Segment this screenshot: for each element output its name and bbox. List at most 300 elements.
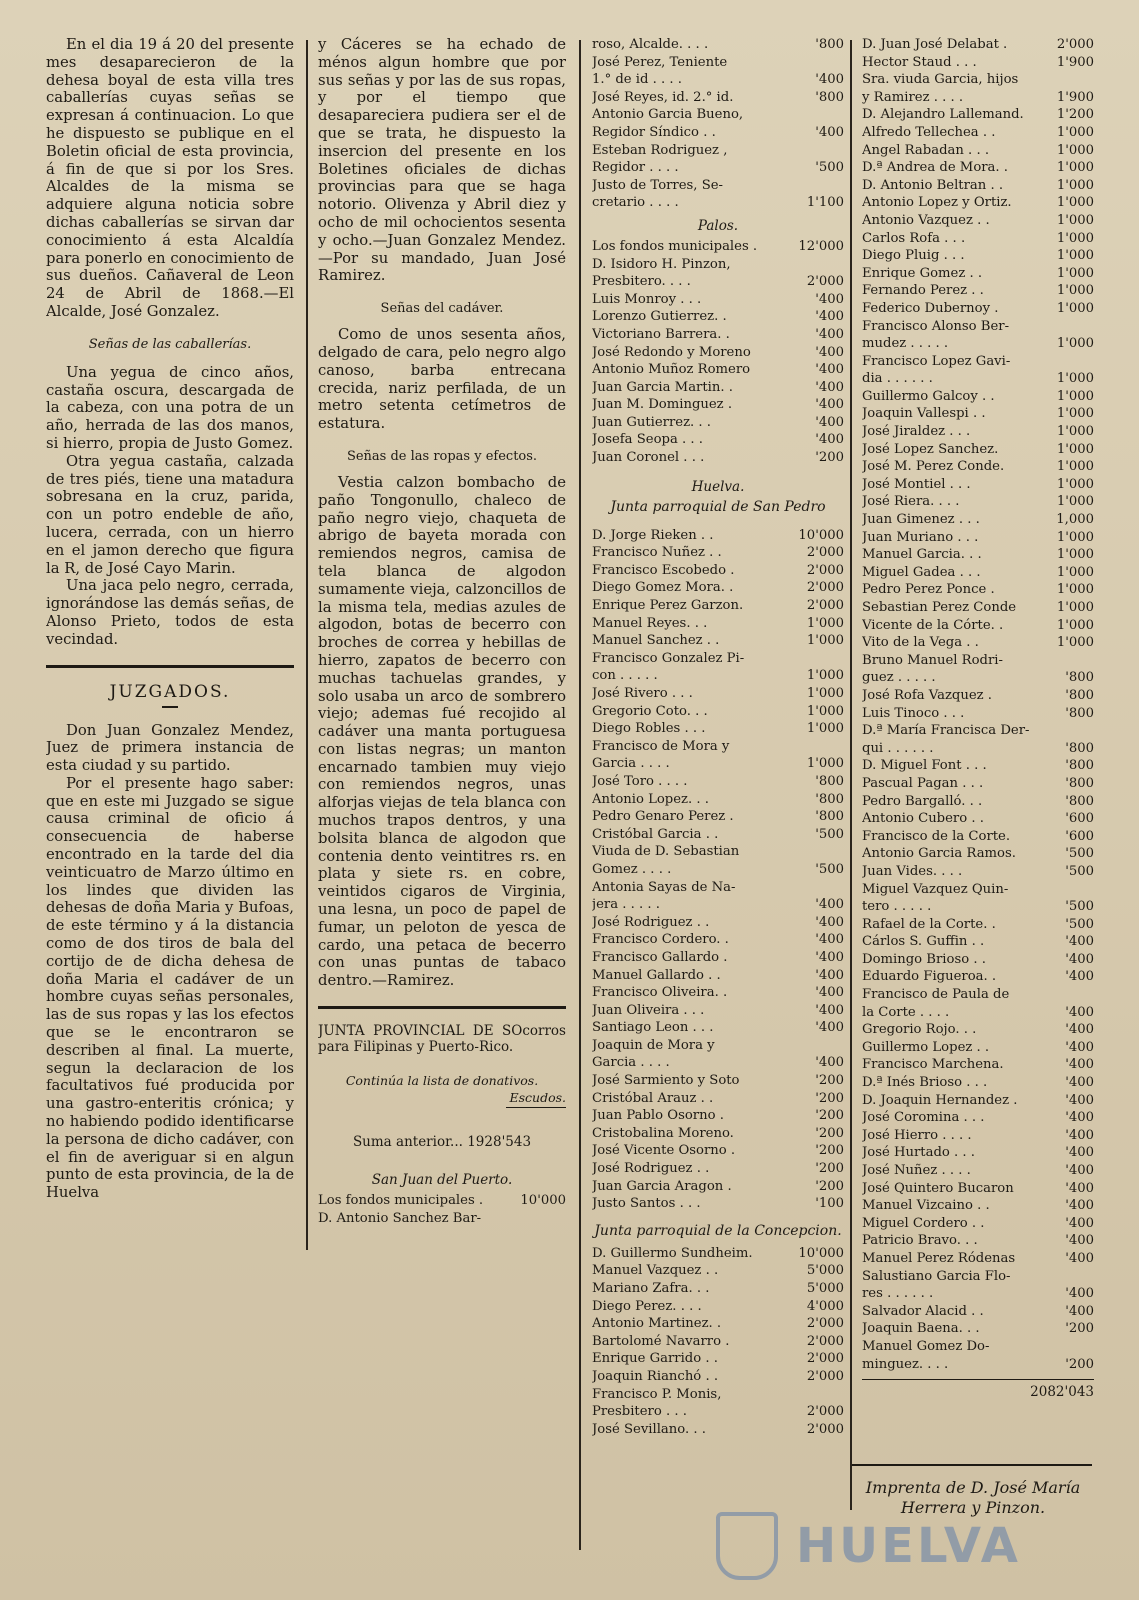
donor-row xyxy=(592,124,844,142)
donor-name: José Lopez Sanchez. xyxy=(862,441,999,457)
donor-amount: '400 xyxy=(1065,1145,1094,1161)
donor-amount: '800 xyxy=(1065,687,1094,703)
donor-name: Pedro Genaro Perez . xyxy=(592,809,734,825)
donor-amount: 1'000 xyxy=(1056,529,1094,545)
donor-row xyxy=(862,388,1094,406)
donor-amount: 1'900 xyxy=(1056,54,1094,70)
donor-name: José Sarmiento y Soto xyxy=(592,1073,740,1089)
donor-row xyxy=(862,986,1094,1004)
donor-amount: 5'000 xyxy=(806,1263,844,1279)
donor-amount: '400 xyxy=(815,124,844,140)
donor-row xyxy=(592,826,844,844)
horse-description: Otra yegua castaña, calzada de tres piés, tiene una matadura sobresana en la cruz, parida, con un potro endeble de año, lucera, cerrada, con un hierro en el jamon derecho que figura la R, de José Cayo Marin. xyxy=(46,452,294,577)
donor-name: qui . . . . . . xyxy=(862,740,934,756)
judge-intro: Don Juan Gonzalez Mendez, Juez de primera instancia de esta ciudad y su partido. xyxy=(46,721,294,775)
donor-name: D.ª María Francisca Der- xyxy=(862,723,1030,739)
donor-name: res . . . . . . xyxy=(862,1286,934,1302)
donor-amount: 1'000 xyxy=(1056,248,1094,264)
donor-name: José Montiel . . . xyxy=(862,476,971,492)
donor-name: Presbitero . . . xyxy=(592,1404,687,1420)
donor-amount: '800 xyxy=(1065,775,1094,791)
donor-row xyxy=(862,1092,1094,1110)
donor-row xyxy=(862,898,1094,916)
donor-name: Lorenzo Gutierrez. . xyxy=(592,309,727,325)
donor-row xyxy=(592,755,844,773)
donor-name: Francisco Lopez Gavi- xyxy=(862,353,1011,369)
donor-amount: '400 xyxy=(815,1020,844,1036)
donor-name: Juan Gutierrez. . . xyxy=(592,414,711,430)
donor-row xyxy=(862,212,1094,230)
donor-row xyxy=(862,230,1094,248)
donor-name: Francisco de Mora y xyxy=(592,738,730,754)
donor-amount: 1'200 xyxy=(1056,107,1094,123)
donor-name: Juan Pablo Osorno . xyxy=(592,1108,724,1124)
donor-row xyxy=(862,441,1094,459)
donor-row xyxy=(592,738,844,756)
clothes-heading: Señas de las ropas y efectos. xyxy=(346,448,538,464)
donor-row xyxy=(592,308,844,326)
donor-amount: 10'000 xyxy=(798,527,844,543)
column-rule xyxy=(850,40,852,1510)
donor-name: Gregorio Coto. . . xyxy=(592,703,708,719)
donor-amount: '200 xyxy=(1065,1356,1094,1372)
donor-name: roso, Alcalde. . . . xyxy=(592,37,709,52)
donor-amount: 1'000 xyxy=(806,703,844,719)
donor-name: D. Jorge Rieken . . xyxy=(592,527,714,543)
donor-name: cretario . . . . xyxy=(592,195,679,211)
donor-name: José Jiraldez . . . xyxy=(862,424,971,440)
donor-name: Sebastian Perez Conde xyxy=(862,600,1017,615)
donor-row xyxy=(592,1195,844,1213)
donor-amount: '800 xyxy=(1065,670,1094,686)
donor-row xyxy=(592,1019,844,1037)
donor-name: Francisco Oliveira. . xyxy=(592,985,728,1001)
donor-amount: '500 xyxy=(815,826,844,842)
donor-name: Pedro Perez Ponce . xyxy=(862,582,995,598)
donor-row xyxy=(862,793,1094,811)
donor-name: minguez. . . . xyxy=(862,1356,949,1372)
donor-name: Salustiano Garcia Flo- xyxy=(862,1268,1011,1284)
donor-row xyxy=(862,1320,1094,1338)
donor-amount: '400 xyxy=(1065,1004,1094,1020)
donor-amount: '500 xyxy=(1065,899,1094,915)
donor-name: Esteban Rodriguez , xyxy=(592,142,728,158)
donor-name: Regidor . . . . xyxy=(592,160,679,176)
donor-row xyxy=(592,1386,844,1404)
escudos-label: Escudos. xyxy=(509,1090,566,1106)
junta-heading: Junta parroquial de la Concepcion. xyxy=(594,1222,842,1239)
donor-amount: '400 xyxy=(1065,1039,1094,1055)
donor-name: Justo de Torres, Se- xyxy=(592,177,723,193)
donor-row xyxy=(592,1037,844,1055)
donor-row xyxy=(862,318,1094,336)
donor-row xyxy=(592,326,844,344)
donor-amount: 1'000 xyxy=(1056,406,1094,422)
donor-amount: 1'000 xyxy=(1056,300,1094,316)
donor-row xyxy=(592,1403,844,1421)
section-divider xyxy=(318,1006,566,1009)
donor-name: Antonio Vazquez . . xyxy=(862,212,990,228)
donor-amount: 1'000 xyxy=(1056,371,1094,387)
donor-row xyxy=(592,896,844,914)
donor-name: Mariano Zafra. . . xyxy=(592,1281,710,1296)
donor-row xyxy=(862,1021,1094,1039)
donor-row xyxy=(862,159,1094,177)
donor-name: Francisco P. Monis, xyxy=(592,1386,722,1402)
donor-amount: 1'000 xyxy=(1056,160,1094,176)
donor-row xyxy=(592,773,844,791)
donor-name: Antonio Lopez y Ortiz. xyxy=(862,195,1012,211)
donor-name: Juan Muriano . . . xyxy=(862,529,979,545)
donor-row xyxy=(592,667,844,685)
donor-name: Juan Vides. . . . xyxy=(862,863,963,879)
donor-name: la Corte . . . . xyxy=(862,1004,950,1020)
donor-row xyxy=(862,1004,1094,1022)
donor-amount: 10'000 xyxy=(798,1245,844,1261)
donor-amount: 1'000 xyxy=(1056,283,1094,299)
donor-row xyxy=(592,967,844,985)
donor-name: Domingo Brioso . . xyxy=(862,951,986,967)
donor-amount: '100 xyxy=(815,1196,844,1212)
donor-name: Diego Pluig . . . xyxy=(862,248,965,264)
donor-row xyxy=(592,396,844,414)
donor-row xyxy=(592,1245,844,1263)
donor-row xyxy=(862,511,1094,529)
donor-name: D. Juan José Delabat . xyxy=(862,37,1008,52)
donor-row xyxy=(862,370,1094,388)
donor-amount: '400 xyxy=(815,414,844,430)
section-divider xyxy=(46,665,294,668)
donor-row xyxy=(862,89,1094,107)
donor-name: D. Isidoro H. Pinzon, xyxy=(592,256,731,272)
donor-amount: '400 xyxy=(1065,1303,1094,1319)
donor-amount: '200 xyxy=(815,450,844,466)
donor-row xyxy=(862,863,1094,881)
donor-row xyxy=(862,1109,1094,1127)
donor-row xyxy=(862,546,1094,564)
donor-name: Cristóbal Arauz . . xyxy=(592,1090,714,1106)
donor-name: Miguel Gadea . . . xyxy=(862,564,981,580)
donor-name: Santiago Leon . . . xyxy=(592,1020,714,1036)
footer-rule xyxy=(852,1464,1092,1466)
donor-name: Diego Perez. . . . xyxy=(592,1298,702,1314)
donor-row xyxy=(592,1350,844,1368)
donor-amount: '200 xyxy=(815,1143,844,1159)
donor-name: Diego Gomez Mora. . xyxy=(592,580,734,596)
lost-horses-notice: En el dia 19 á 20 del presente mes desaparecieron de la dehesa boyal de esta villa tres caballerías cuyas señas se expresan á continuacion. Lo que he dispuesto se publique en el Boletin oficial de esta provincia, á fin de que si por los Sres. Alcaldes de la misma se adquiere alguna noticia sobre dichas caballerías se sirvan dar conocimiento á esta Alcaldía para ponerlo en conocimiento de sus dueños. Cañaveral de Leon 24 de Abril de 1868.—El Alcalde, José Gonzalez. xyxy=(46,36,294,320)
junta-heading: Junta parroquial de San Pedro xyxy=(610,498,826,515)
donor-row xyxy=(318,1192,566,1210)
donor-name: Miguel Vazquez Quin- xyxy=(862,881,1009,897)
horse-description: Una jaca pelo negro, cerrada, ignorándose las demás señas, de Alonso Prieto, todos de esta vecindad. xyxy=(46,577,294,648)
donor-amount: 1'000 xyxy=(1056,124,1094,140)
donor-row xyxy=(592,843,844,861)
donor-name: José Redondo y Moreno xyxy=(592,344,751,360)
column-rule xyxy=(579,40,581,1550)
donor-row xyxy=(592,808,844,826)
donor-row xyxy=(862,740,1094,758)
donor-name: Federico Dubernoy . xyxy=(862,300,999,316)
donor-amount: '400 xyxy=(815,1002,844,1018)
donor-name: José Quintero Bucaron xyxy=(862,1180,1014,1196)
donor-row xyxy=(592,256,844,274)
donor-name: Pascual Pagan . . . xyxy=(862,775,984,791)
donor-amount: 1'000 xyxy=(1056,617,1094,633)
donor-name: Francisco Nuñez . . xyxy=(592,545,722,561)
donor-name: D. Guillermo Sundheim. xyxy=(592,1245,753,1261)
donor-row xyxy=(862,1074,1094,1092)
donor-name: Hector Staud . . . xyxy=(862,54,977,70)
donor-row xyxy=(862,458,1094,476)
donor-amount: '500 xyxy=(1065,863,1094,879)
donor-row xyxy=(592,562,844,580)
donor-row xyxy=(862,335,1094,353)
donor-name: D. Joaquin Hernandez . xyxy=(862,1092,1018,1108)
donor-amount: '400 xyxy=(815,344,844,360)
donor-list xyxy=(592,527,844,1213)
donor-name: Manuel Reyes. . . xyxy=(592,615,708,631)
donor-name: D. Antonio Beltran . . xyxy=(862,177,1004,193)
donor-amount: 1'900 xyxy=(1056,89,1094,105)
donor-row xyxy=(862,177,1094,195)
donor-name: Victoriano Barrera. . xyxy=(592,326,730,342)
donor-amount: '400 xyxy=(1065,951,1094,967)
donor-row xyxy=(592,1280,844,1298)
donor-amount: 2'000 xyxy=(806,1316,844,1332)
donor-row xyxy=(862,1268,1094,1286)
donor-row xyxy=(862,54,1094,72)
donor-amount: 5'000 xyxy=(806,1281,844,1296)
donor-name: Antonio Garcia Ramos. xyxy=(862,846,1016,862)
donor-name: Luis Monroy . . . xyxy=(592,291,702,307)
donor-amount: '400 xyxy=(815,291,844,307)
donor-row xyxy=(592,720,844,738)
horse-description: Una yegua de cinco años, castaña oscura, descargada de la cabeza, con una potra de un año, herrada de las dos manos, si hierro, propia de Justo Gomez. xyxy=(46,363,294,452)
clothes-description: Vestia calzon bombacho de paño Tongonullo, chaleco de paño negro viejo, chaqueta de abrigo de bayeta morada con remiendos negros, camisa de tela blanca de algodon sumamente vieja, calzoncillos de la misma tela, medias azules de algodon, botas de becerro con broches de correa y hebillas de hierro, zapatos de becerro con muchas tachuelas grandes, y solo usaba un arco de sombrero viejo; ademas fué recojido al cadáver una manta portuguesa con listas negras; un manton encarnado tambien muy viejo con remiendos negros, unas alforjas viejas de tela blanca con muchos trapos dentros, y una bolsita blanca de algodon que contenia dento veintitres rs. en plata y siete rs. en cobre, veintidos cigaros de Virginia, una lesna, un poco de papel de fumar, un peloton de yesca de cardo, una petaca de becerro con unas puntas de tabaco dentro.—Ramirez. xyxy=(318,473,566,990)
junta-provincial-title: JUNTA PROVINCIAL DE SOcorros para Filipinas y Puerto-Rico. xyxy=(318,1023,566,1056)
donor-amount: '500 xyxy=(1065,916,1094,932)
place-heading: San Juan del Puerto. xyxy=(371,1172,513,1189)
donor-row xyxy=(862,142,1094,160)
donor-name: José Coromina . . . xyxy=(862,1110,985,1126)
donor-name: Enrique Garrido . . xyxy=(592,1351,718,1367)
donor-row xyxy=(862,1039,1094,1057)
donor-name: Francisco Alonso Ber- xyxy=(862,318,1010,334)
donor-name: Juan Garcia Aragon . xyxy=(592,1178,732,1194)
donor-row xyxy=(592,36,844,54)
donor-amount: '400 xyxy=(1065,1215,1094,1231)
donor-name: D. Miguel Font . . . xyxy=(862,758,987,774)
column-4 xyxy=(862,36,1094,1400)
donor-row xyxy=(592,703,844,721)
donor-name: Manuel Perez Ródenas xyxy=(862,1250,1016,1266)
donor-name: Joaquin Vallespi . . xyxy=(862,406,986,422)
donor-amount: '600 xyxy=(1065,811,1094,827)
donor-row xyxy=(862,564,1094,582)
donor-name: y Ramirez . . . . xyxy=(862,89,964,105)
donor-row xyxy=(592,861,844,879)
donor-row xyxy=(592,194,844,212)
donor-row xyxy=(592,685,844,703)
donor-name: Antonio Martinez. . xyxy=(592,1316,722,1332)
donor-amount: 1'000 xyxy=(1056,564,1094,580)
donor-name: Antonia Sayas de Na- xyxy=(592,879,736,895)
donor-row xyxy=(592,1002,844,1020)
donor-name: Viuda de D. Sebastian xyxy=(592,844,740,860)
donor-row xyxy=(862,282,1094,300)
donor-row xyxy=(592,984,844,1002)
donor-row xyxy=(592,879,844,897)
donor-name: Francisco Cordero. . xyxy=(592,932,729,948)
donor-row xyxy=(862,722,1094,740)
donor-name: José Sevillano. . . xyxy=(592,1421,706,1437)
donor-amount: 2'000 xyxy=(806,1404,844,1420)
column-rule xyxy=(306,40,308,1250)
donor-row xyxy=(862,687,1094,705)
donor-row xyxy=(592,89,844,107)
donor-name: Guillermo Lopez . . xyxy=(862,1039,990,1055)
donor-row xyxy=(592,914,844,932)
donor-amount: '800 xyxy=(1065,793,1094,809)
donor-row xyxy=(592,931,844,949)
donor-amount: 2'000 xyxy=(806,1368,844,1384)
donor-amount: 1'000 xyxy=(1056,212,1094,228)
donor-row xyxy=(592,273,844,291)
donor-row xyxy=(592,54,844,72)
donor-row xyxy=(862,581,1094,599)
donor-amount: 1'000 xyxy=(1056,265,1094,281)
donor-name: Francisco Gallardo . xyxy=(592,949,728,965)
donor-amount: '200 xyxy=(815,1073,844,1089)
donor-row xyxy=(862,71,1094,89)
judge-notice: Por el presente hago saber: que en este mi Juzgado se sigue causa criminal de oficio á consecuencia de haberse encontrado en la tarde del dia veinticuatro de Marzo último en los lindes que dividen las dehesas de doña Maria y Bufoas, de este término y á la distancia como de dos tiros de bala del cortijo de de dicha dehesa de doña Maria el cadáver de un hombre cuyas señas personales, las de sus ropas y las los efectos que se le encontraron se describen al final. La muerte, segun la declaracion de los facultativos fué producida por una gastro-enteritis crónica; y no habiendo podido identificarse la persona de dicho cadáver, con el fin de averiguar si en algun punto de esta provincia, de la de Huelva xyxy=(46,774,294,1202)
donor-list xyxy=(862,36,1094,1373)
donor-row xyxy=(862,476,1094,494)
donor-amount: '400 xyxy=(815,72,844,88)
donor-amount: 2'000 xyxy=(806,562,844,578)
imprint-line: Imprenta de D. José María xyxy=(865,1478,1081,1497)
donor-row xyxy=(592,177,844,195)
donor-amount: 12'000 xyxy=(798,238,844,254)
donor-amount: '400 xyxy=(1065,1180,1094,1196)
donor-name: Cristobalina Moreno. xyxy=(592,1125,734,1141)
donor-name: Manuel Vizcaino . . xyxy=(862,1198,990,1214)
donor-amount: '400 xyxy=(815,397,844,413)
donor-amount: '400 xyxy=(815,309,844,325)
donor-amount: 4'000 xyxy=(806,1298,844,1314)
donor-amount: '400 xyxy=(1065,934,1094,950)
juzgados-title: JUZGADOS. xyxy=(109,681,231,702)
horses-heading: Señas de las caballerías. xyxy=(88,336,252,352)
donor-name: José Hierro . . . . xyxy=(862,1127,972,1143)
donor-amount: 1'000 xyxy=(806,668,844,684)
donor-row xyxy=(592,1142,844,1160)
donor-amount: '400 xyxy=(815,967,844,983)
donor-row xyxy=(592,1298,844,1316)
column-2 xyxy=(318,36,566,1227)
donor-name: Guillermo Galcoy . . xyxy=(862,388,995,404)
donor-name: Antonio Muñoz Romero xyxy=(592,362,751,378)
column-3 xyxy=(592,36,844,1438)
donor-name: José Vicente Osorno . xyxy=(592,1143,736,1159)
donor-name: Bruno Manuel Rodri- xyxy=(862,652,1003,668)
donor-amount: '400 xyxy=(815,985,844,1001)
donor-row xyxy=(592,449,844,467)
donor-row xyxy=(862,705,1094,723)
donor-row xyxy=(592,632,844,650)
donor-amount: 1'000 xyxy=(1056,547,1094,563)
donor-list xyxy=(592,36,844,212)
donor-name: Antonio Lopez. . . xyxy=(592,791,709,807)
donor-row xyxy=(862,652,1094,670)
donor-row xyxy=(862,1250,1094,1268)
donor-amount: 2'000 xyxy=(806,1421,844,1437)
donor-row xyxy=(862,1356,1094,1374)
suma-anterior: Suma anterior... 1928'543 xyxy=(352,1134,532,1151)
donor-amount: '800 xyxy=(815,809,844,825)
donor-row xyxy=(862,1232,1094,1250)
donor-name: Cárlos S. Guffin . . xyxy=(862,934,985,950)
donor-name: José Nuñez . . . . xyxy=(862,1163,971,1178)
donor-amount: 1'000 xyxy=(1056,195,1094,211)
donor-name: Presbitero. . . . xyxy=(592,274,691,290)
donor-name: José Rodriguez . . xyxy=(592,1161,710,1177)
donor-amount: 1'000 xyxy=(806,721,844,737)
donor-amount: '800 xyxy=(1065,740,1094,756)
donor-row xyxy=(862,106,1094,124)
donor-name: Juan Gimenez . . . xyxy=(862,512,980,528)
donor-amount: '500 xyxy=(815,861,844,877)
donor-amount: '500 xyxy=(1065,846,1094,862)
donor-name: Eduardo Figueroa. . xyxy=(862,969,997,985)
donor-amount: '400 xyxy=(815,949,844,965)
donor-row xyxy=(862,265,1094,283)
donor-name: Manuel Vazquez . . xyxy=(592,1263,719,1279)
donor-name: Salvador Alacid . . xyxy=(862,1303,984,1319)
donor-row xyxy=(592,159,844,177)
donor-row xyxy=(592,1333,844,1351)
donor-name: Enrique Gomez . . xyxy=(862,265,983,281)
donor-name: Justo Santos . . . xyxy=(592,1196,701,1212)
donor-name: Manuel Sanchez . . xyxy=(592,633,720,649)
donor-amount: '200 xyxy=(1065,1321,1094,1337)
donor-amount: 2'000 xyxy=(806,598,844,614)
corpse-description: Como de unos sesenta años, delgado de cara, pelo negro algo canoso, barba entrecana crecida, nariz perfilada, de un metro setenta cetímetros de estatura. xyxy=(318,326,566,433)
donor-row xyxy=(592,361,844,379)
donor-list xyxy=(592,1245,844,1439)
judge-notice-cont: y Cáceres se ha echado de ménos algun hombre que por sus señas y por las de sus ropas, y por el tiempo que desapareciera pudiera ser el de que se trata, he dispuesto la insercion del presente en los Boletines oficiales de dichas provincias para que se haga notorio. Olivenza y Abril diez y ocho de mil ochocientos sesenta y ocho.—Juan Gonzalez Mendez.—Por su mandado, Juan José Ramirez. xyxy=(318,36,566,285)
donor-amount: 1'000 xyxy=(806,686,844,701)
donor-row xyxy=(592,1421,844,1439)
donor-list xyxy=(592,238,844,467)
donor-row xyxy=(592,1368,844,1386)
donor-name: Francisco de la Corte. xyxy=(862,828,1011,844)
donor-name: Fernando Perez . . xyxy=(862,283,984,299)
donor-amount: '800 xyxy=(815,791,844,807)
donor-name: José M. Perez Conde. xyxy=(862,459,1005,475)
title-dash xyxy=(162,706,178,708)
donor-row xyxy=(592,142,844,160)
donor-row xyxy=(862,1180,1094,1198)
donor-name: Vito de la Vega . . xyxy=(862,635,979,651)
donor-amount: 2'000 xyxy=(806,274,844,290)
donor-name: Juan Oliveira . . . xyxy=(592,1002,705,1018)
donor-name: jera . . . . . xyxy=(592,897,660,913)
donor-name: José Riera. . . . xyxy=(862,494,960,510)
donor-row xyxy=(862,810,1094,828)
donor-row xyxy=(862,36,1094,54)
donor-name: Carlos Rofa . . . xyxy=(862,230,966,246)
